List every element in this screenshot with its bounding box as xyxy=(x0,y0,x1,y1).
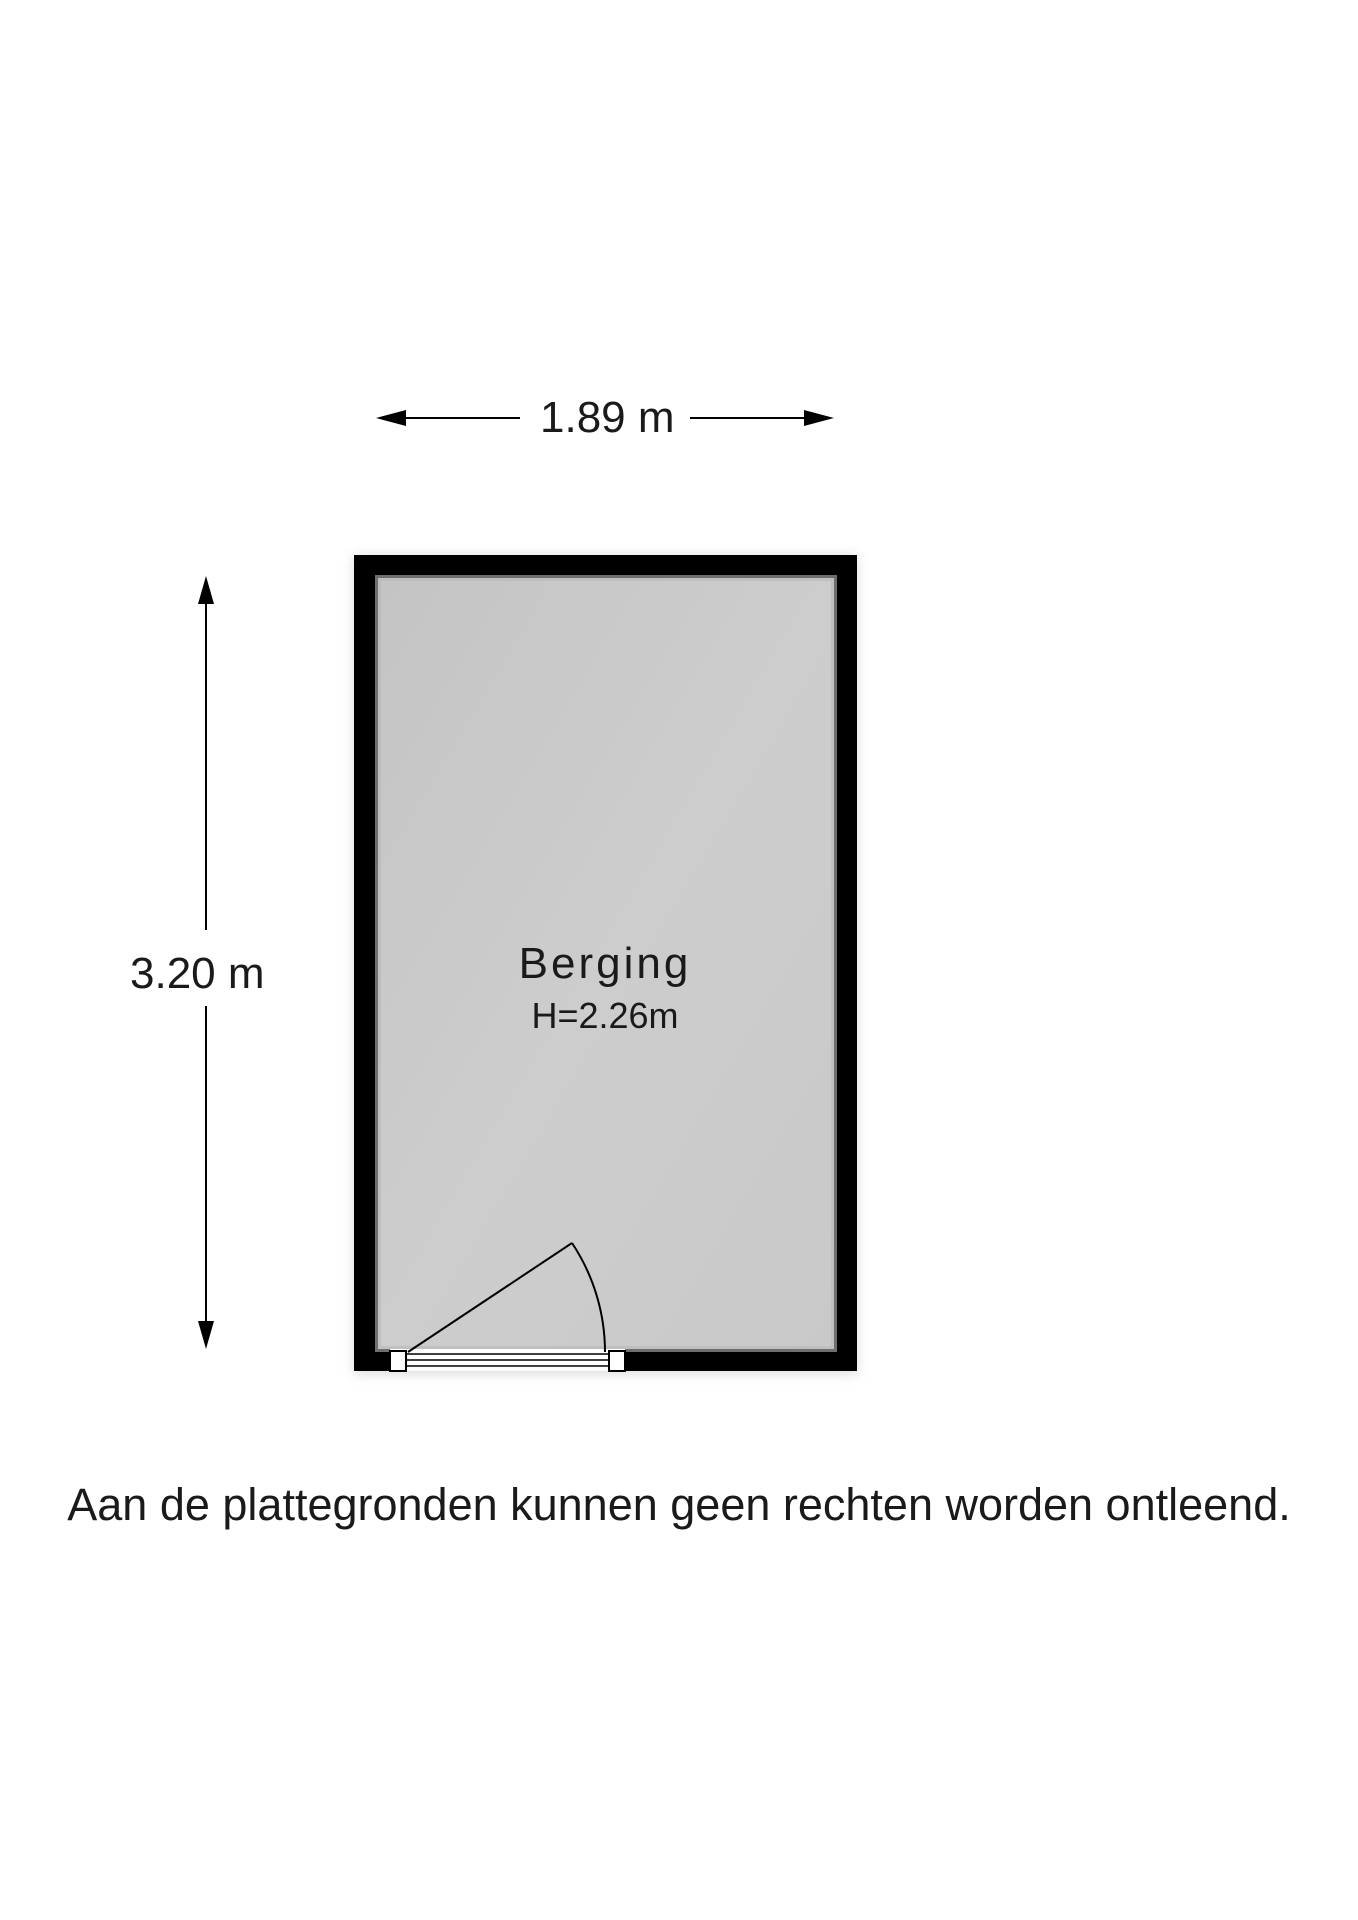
room-ceiling-height: H=2.26m xyxy=(531,995,679,1036)
arrow-down-icon xyxy=(198,1321,214,1349)
arrow-left-icon xyxy=(376,410,406,426)
arrow-right-icon xyxy=(804,410,834,426)
disclaimer-text: Aan de plattegronden kunnen geen rechten worden ontleend. xyxy=(67,1479,1291,1530)
arrow-up-icon xyxy=(198,576,214,604)
height-dimension-label: 3.20 m xyxy=(130,942,265,1006)
room-name: Berging xyxy=(518,939,692,988)
width-dimension-label: 1.89 m xyxy=(530,396,685,440)
